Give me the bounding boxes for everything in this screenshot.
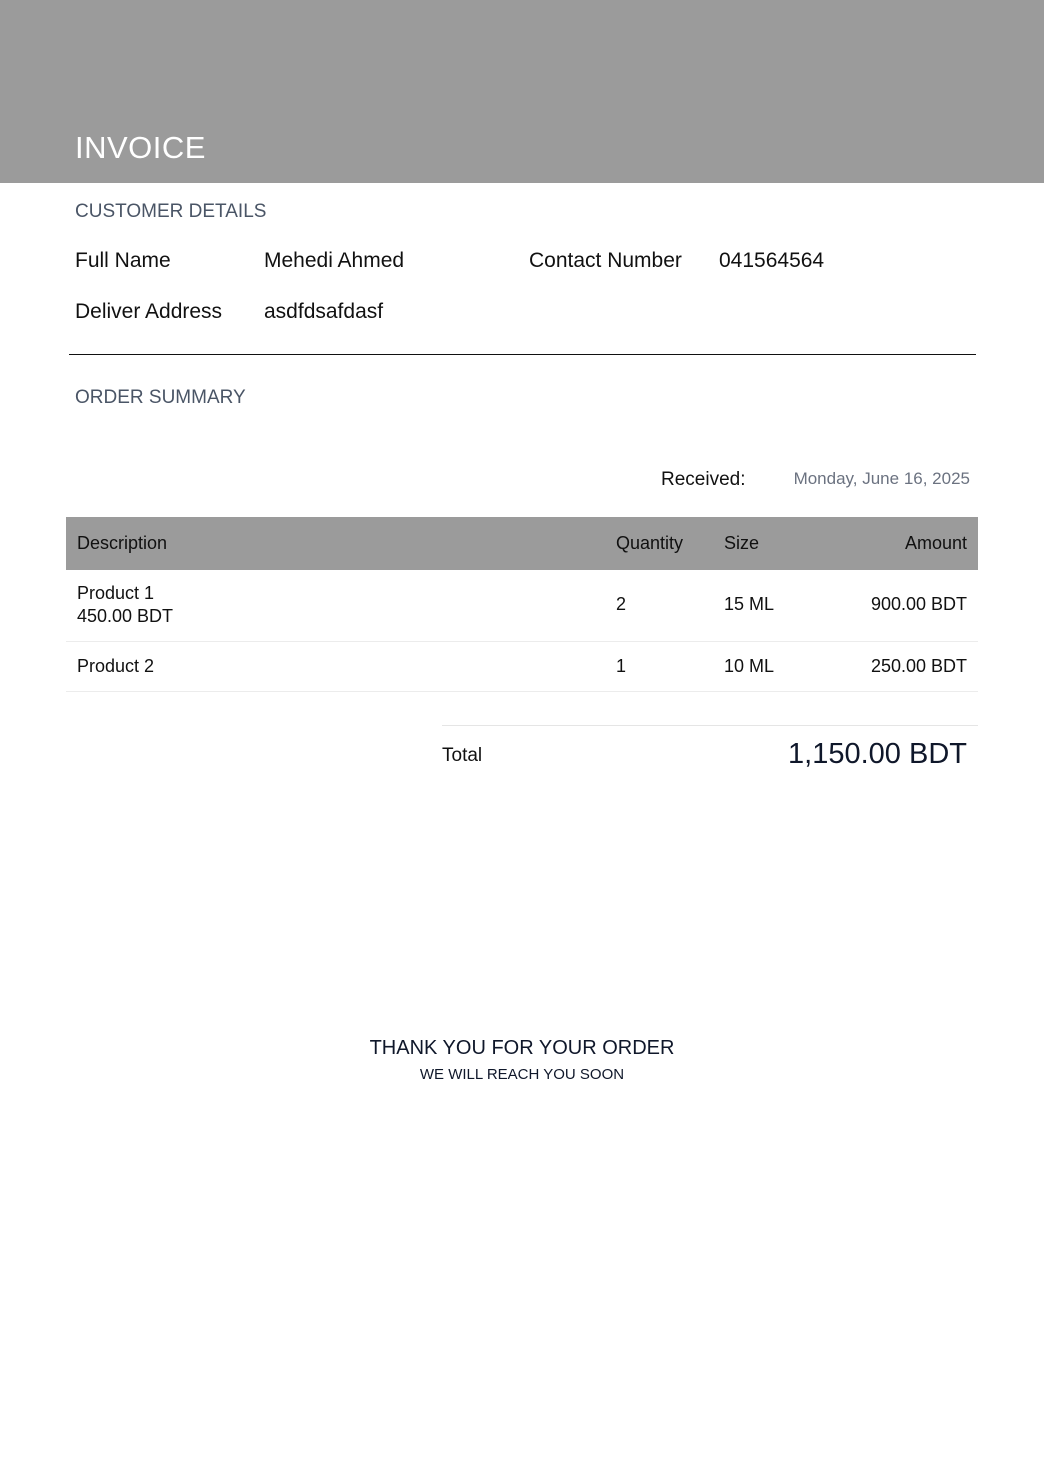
order-summary-title: ORDER SUMMARY — [75, 387, 246, 408]
item-name: Product 1 — [77, 583, 155, 603]
column-size: Size — [724, 533, 760, 553]
reach-soon-message: WE WILL REACH YOU SOON — [419, 1066, 625, 1083]
deliver-address-value: asdfdsafdasf — [264, 300, 384, 323]
thank-you-message: THANK YOU FOR YOUR ORDER — [369, 1037, 675, 1059]
total-value: 1,150.00 BDT — [788, 738, 967, 770]
item-quantity: 1 — [616, 656, 627, 676]
full-name-value: Mehedi Ahmed — [264, 249, 405, 272]
item-quantity: 2 — [616, 594, 627, 614]
contact-number-value: 041564564 — [719, 249, 825, 272]
table-row — [66, 642, 978, 692]
contact-number-label: Contact Number — [529, 249, 682, 272]
item-size: 10 ML — [724, 656, 775, 676]
item-unit-price: 450.00 BDT — [77, 606, 174, 626]
customer-details-title: CUSTOMER DETAILS — [75, 201, 267, 222]
received-date: Monday, June 16, 2025 — [793, 469, 970, 488]
invoice-title: INVOICE — [75, 130, 206, 165]
section-divider — [69, 354, 976, 355]
deliver-address-label: Deliver Address — [75, 300, 223, 323]
item-amount: 900.00 BDT — [870, 594, 967, 614]
column-quantity: Quantity — [616, 533, 684, 553]
total-divider — [442, 725, 978, 726]
item-name: Product 2 — [77, 656, 155, 676]
received-label: Received: — [661, 469, 746, 490]
table-row — [66, 570, 978, 642]
total-label: Total — [442, 745, 483, 766]
full-name-label: Full Name — [75, 249, 171, 272]
order-table-header — [66, 517, 978, 570]
column-description: Description — [77, 533, 168, 553]
item-size: 15 ML — [724, 594, 775, 614]
item-amount: 250.00 BDT — [870, 656, 967, 676]
column-amount: Amount — [904, 533, 967, 553]
invoice-header — [0, 0, 1044, 183]
